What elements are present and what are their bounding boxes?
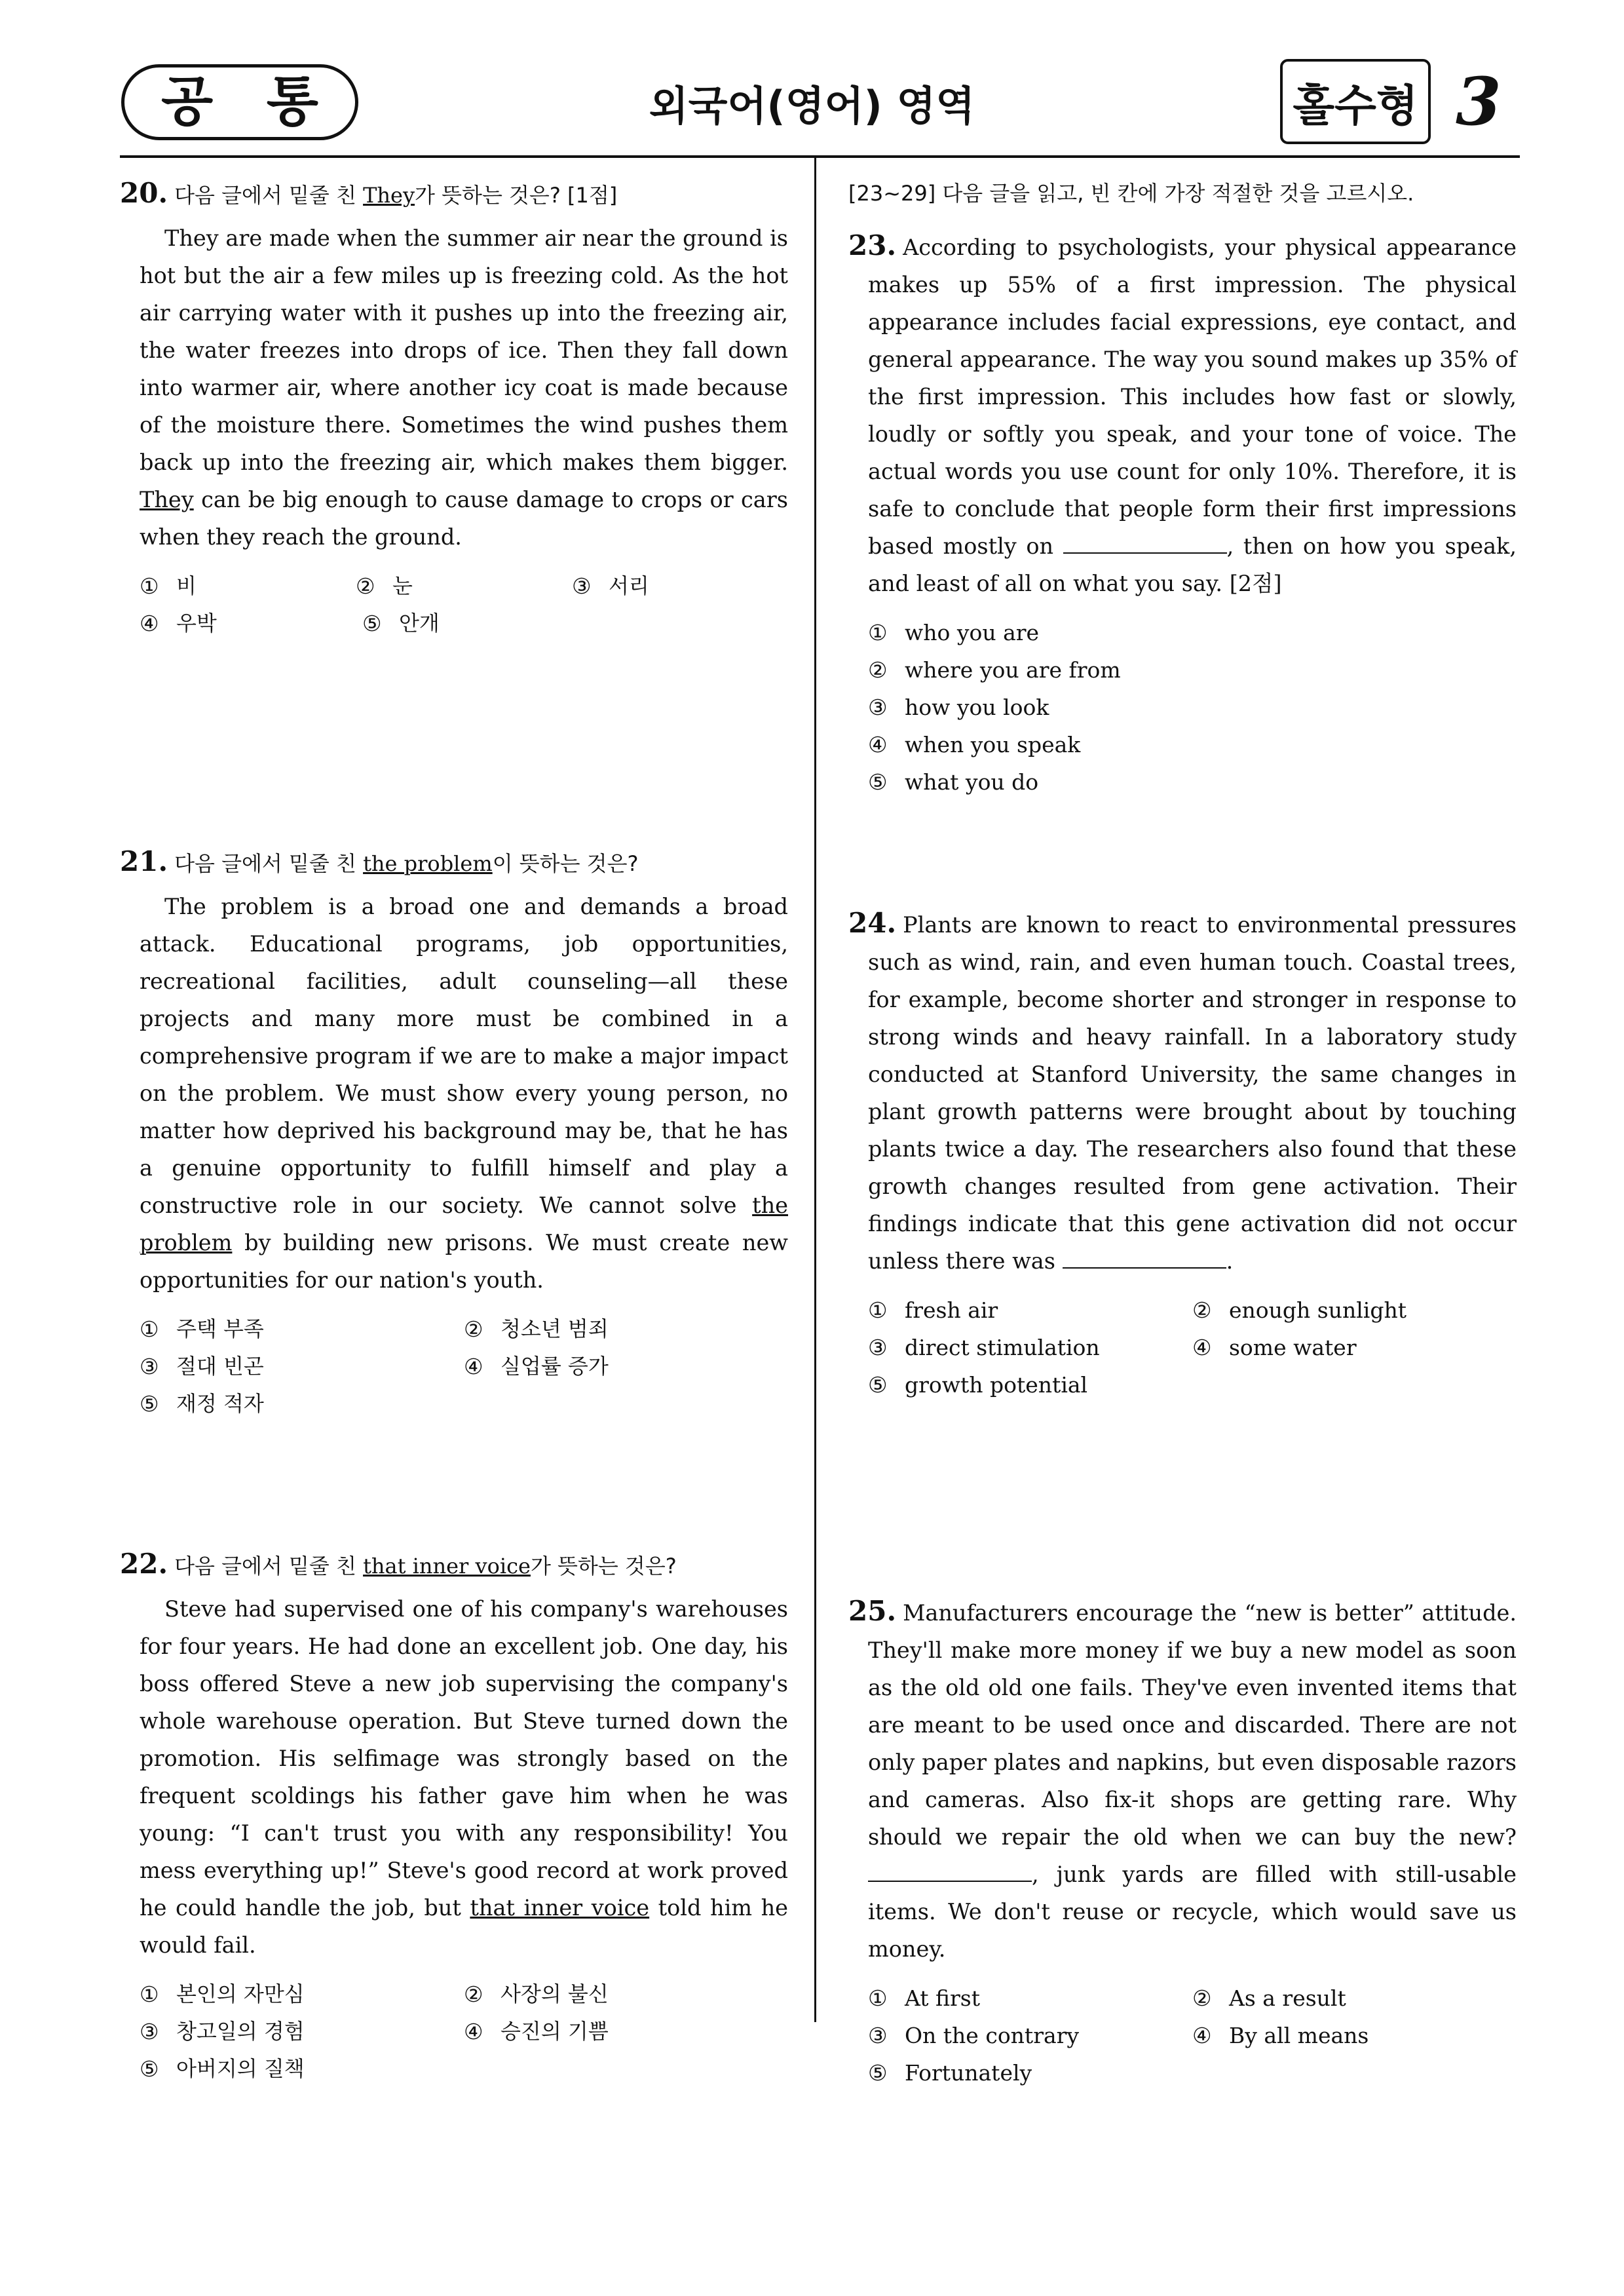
subject-badge-char-2: 통 [266, 71, 318, 133]
question-24 [848, 904, 1517, 1566]
choice-4[interactable]: ④ some water [1192, 1335, 1357, 1360]
question-number: 22. [120, 1548, 168, 1580]
choice-4[interactable]: ④ 실업률 증가 [464, 1354, 609, 1379]
question-20 [120, 177, 788, 845]
prompt-underlined: They [363, 183, 415, 208]
choice-1[interactable]: ① who you are [868, 620, 1040, 645]
section-instruction: [23~29] 다음 글을 읽고, 빈 칸에 가장 적절한 것을 고르시오. [848, 181, 1414, 206]
question-25-passage [848, 1592, 1517, 1968]
choice-2[interactable]: ② where you are from [868, 657, 1121, 683]
passage-underlined: the problem [140, 1193, 788, 1255]
choice-2[interactable]: ② 사장의 불신 [464, 1981, 609, 2007]
choice-3[interactable]: ③ direct stimulation [868, 1335, 1100, 1360]
choice-1[interactable]: ① 비 [140, 573, 197, 599]
choice-2[interactable]: ② enough sunlight [1192, 1297, 1407, 1323]
page-header [0, 0, 1624, 164]
question-22-passage [140, 1590, 788, 1964]
choice-5[interactable]: ⑤ Fortunately [868, 2060, 1032, 2086]
question-21-prompt [120, 845, 788, 880]
answer-blank [868, 1861, 1032, 1882]
passage-text: by building new prisons. We must create new opportunities for our nation's youth. [140, 1230, 788, 1293]
choice-1[interactable]: ① fresh air [868, 1297, 998, 1323]
choice-1[interactable]: ① 주택 부족 [140, 1316, 264, 1342]
right-column [848, 177, 1517, 2092]
choice-1[interactable]: ① 본인의 자만심 [140, 1981, 305, 2007]
question-number: 24. [848, 907, 897, 939]
choice-5[interactable]: ⑤ 재정 적자 [140, 1391, 264, 1417]
form-type-badge: 홀수형 [1280, 59, 1431, 144]
passage-text: , junk yards are filled with still-usable items. We don't reuse or recycle, which would save us money. [868, 1862, 1517, 1962]
passage-text: They are made when the summer air near the ground is hot but the air a few miles up is freezing cold. As the hot air carrying water with it pushes up into the freezing air, the water freezes into drops of ice. Then they fall down into warmer air, where another icy coat is made because of the moisture there. Sometimes the wind pushes them back up into the freezing air, which makes them bigger. [140, 225, 788, 475]
passage-text: told him he would fail. [140, 1895, 788, 1958]
choice-2[interactable]: ② As a result [1192, 1985, 1346, 2011]
prompt-text: 가 뜻하는 것은? [1점] [415, 183, 618, 208]
passage-text: . [1226, 1248, 1234, 1274]
passage-text: The problem is a broad one and demands a broad attack. Educational programs, job opportunities, recreational facilities, adult counseling—all these projects and many more must be combined in a comprehensive program if we are to make a major impact on the problem. We must show every young person, no matter how deprived his background may be, that he has a genuine opportunity to fulfill himself and play a constructive role in our society. We cannot solve [140, 894, 788, 1218]
prompt-text: 다음 글에서 밑줄 친 [174, 851, 356, 876]
passage-underlined: that inner voice [470, 1895, 650, 1921]
prompt-text: 다음 글에서 밑줄 친 [174, 1554, 356, 1578]
question-22-prompt [120, 1548, 788, 1582]
passage-text: can be big enough to cause damage to crops or cars when they reach the ground. [140, 487, 788, 550]
question-21-choices [140, 1311, 788, 1423]
question-20-passage [140, 220, 788, 556]
prompt-text: 다음 글에서 밑줄 친 [174, 183, 356, 208]
prompt-text: 가 뜻하는 것은? [530, 1554, 677, 1578]
choice-3[interactable]: ③ On the contrary [868, 2023, 1080, 2048]
answer-blank [1063, 533, 1227, 554]
question-number: 21. [120, 845, 168, 877]
left-column [120, 177, 788, 2088]
passage-text: Plants are known to react to environmental pressures such as wind, rain, and even human touch. Coastal trees, for example, become shorter and stronger in response to strong winds and heavy rainfall. In a laboratory study conducted at Stanford University, the same changes in plant growth patterns were brought about by touching plants twice a day. The researchers also found that these growth changes resulted from gene activation. Their findings indicate that this gene activation did not occur unless there was [868, 912, 1517, 1274]
header-divider [120, 155, 1520, 158]
page-title: 외국어(영어) 영역 [649, 82, 975, 130]
question-number: 23. [848, 229, 897, 261]
choice-5[interactable]: ⑤ 안개 [362, 611, 440, 636]
question-number: 20. [120, 177, 168, 209]
choice-3[interactable]: ③ 절대 빈곤 [140, 1354, 264, 1379]
prompt-underlined: the problem [363, 851, 493, 876]
answer-blank [1063, 1248, 1226, 1269]
choice-4[interactable]: ④ 우박 [140, 611, 217, 636]
choice-4[interactable]: ④ By all means [1192, 2023, 1369, 2048]
question-22 [120, 1548, 788, 2088]
choice-3[interactable]: ③ 창고일의 경험 [140, 2019, 305, 2044]
column-divider [814, 158, 816, 2022]
question-24-passage [848, 904, 1517, 1280]
choice-2[interactable]: ② 눈 [356, 573, 413, 599]
page-number: 3 [1456, 63, 1501, 140]
choice-4[interactable]: ④ 승진의 기쁨 [464, 2019, 609, 2044]
question-25 [848, 1592, 1517, 2092]
subject-badge-char-1: 공 [161, 71, 214, 133]
passage-underlined: They [140, 487, 194, 512]
question-23-choices [868, 614, 1517, 801]
passage-text: Manufacturers encourage the “new is better” attitude. They'll make more money if we buy a new model as soon as the old old one fails. They've even invented items that are meant to be used once and discarded. There are not only paper plates and napkins, but even disposable razors and cameras. Also fix-it shops are getting rare. Why should we repair the old when we can buy the new? [868, 1600, 1517, 1850]
prompt-underlined: that inner voice [363, 1554, 531, 1578]
choice-5[interactable]: ⑤ growth potential [868, 1372, 1088, 1398]
passage-text: Steve had supervised one of his company's warehouses for four years. He had done an excellent job. One day, his boss offered Steve a new job supervising the company's whole warehouse operation. But Steve turned down the promotion. His selfimage was strongly based on the frequent scoldings his father gave him when he was young: “I can't trust you with any responsibility! You mess everything up!” Steve's good record at work proved he could handle the job, but [140, 1596, 788, 1921]
question-25-choices [868, 1980, 1517, 2092]
choice-3[interactable]: ③ how you look [868, 695, 1049, 720]
question-21 [120, 845, 788, 1548]
passage-text: , then on how you speak, and least of all on what you say. [2점] [868, 533, 1517, 596]
choice-2[interactable]: ② 청소년 범죄 [464, 1316, 609, 1342]
question-24-choices [868, 1292, 1517, 1404]
passage-text: According to psychologists, your physical appearance makes up 55% of a first impression. The physical appearance includes facial expressions, eye contact, and general appearance. The way you sound makes up 35% of the first impression. This includes how fast or slowly, loudly or softly you speak, and your tone of voice. The actual words you use count for only 10%. Therefore, it is safe to conclude that people form their first impressions based mostly on [868, 235, 1517, 559]
question-22-choices [140, 1976, 788, 2088]
question-21-passage [140, 888, 788, 1299]
question-number: 25. [848, 1595, 897, 1627]
choice-4[interactable]: ④ when you speak [868, 732, 1081, 757]
question-23-passage [848, 227, 1517, 602]
question-20-prompt [120, 177, 788, 212]
prompt-text: 이 뜻하는 것은? [492, 851, 639, 876]
choice-3[interactable]: ③ 서리 [572, 573, 649, 599]
choice-1[interactable]: ① At first [868, 1985, 980, 2011]
choice-5[interactable]: ⑤ 아버지의 질책 [140, 2056, 305, 2082]
choice-5[interactable]: ⑤ what you do [868, 769, 1039, 795]
question-20-choices [140, 567, 788, 642]
question-23 [848, 227, 1517, 882]
